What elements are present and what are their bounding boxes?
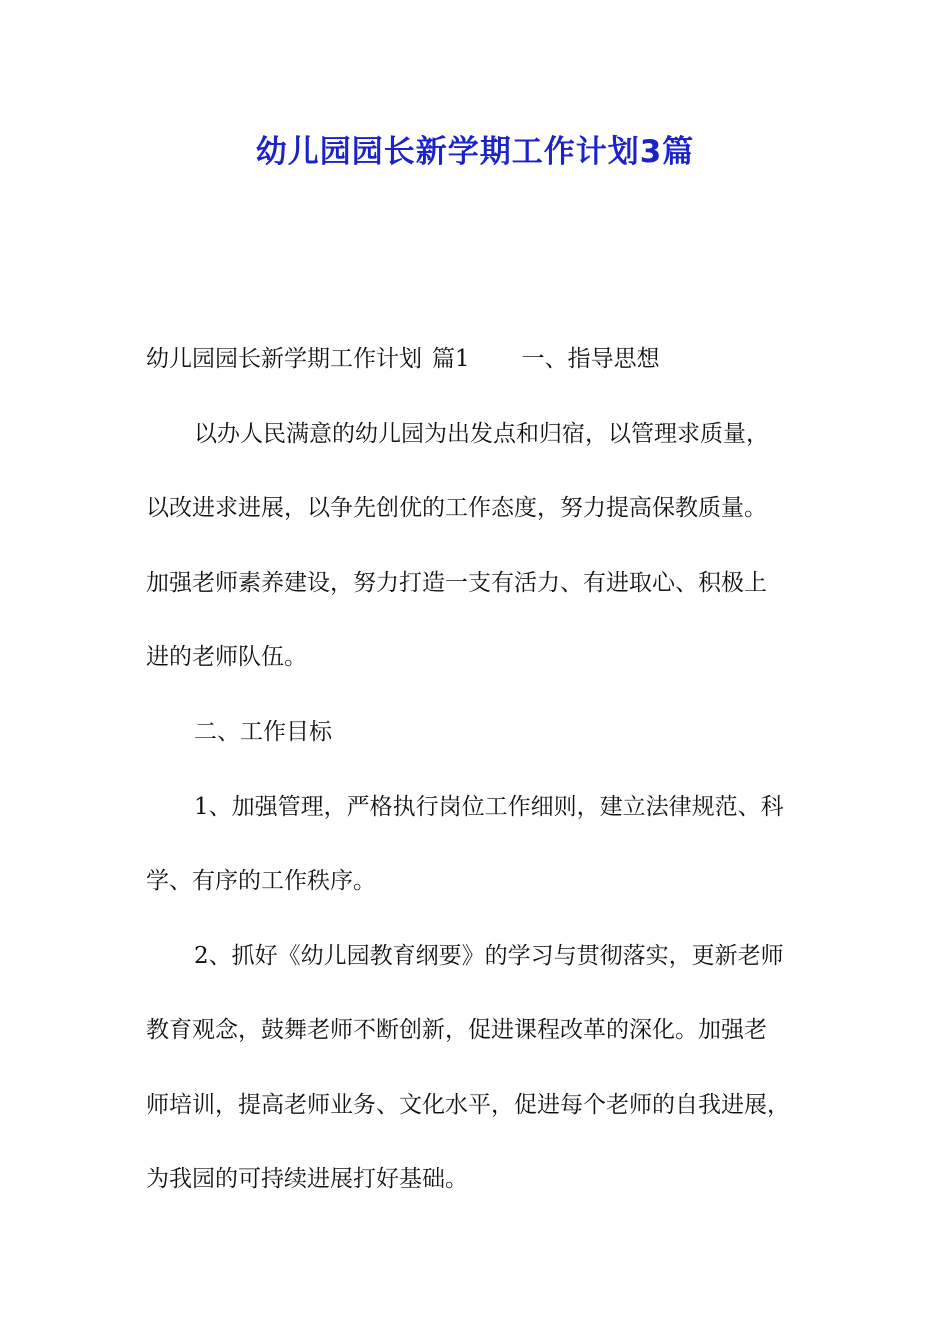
- paragraph-line: 以办人民满意的幼儿园为出发点和归宿，以管理求质量，: [194, 421, 769, 447]
- paragraph-line: 以改进求进展，以争先创优的工作态度，努力提高保教质量。: [146, 495, 767, 521]
- paragraph-line: 为我园的可持续进展打好基础。: [146, 1166, 468, 1192]
- part-number: 篇1: [432, 346, 470, 372]
- part-title: 幼儿园园长新学期工作计划: [146, 346, 422, 372]
- section-heading-2: 二、工作目标: [194, 719, 332, 745]
- paragraph-line: 进的老师队伍。: [146, 644, 307, 670]
- paragraph-line: 师培训，提高老师业务、文化水平，促进每个老师的自我进展，: [146, 1092, 790, 1118]
- paragraph-line: 加强老师素养建设，努力打造一支有活力、有进取心、积极上: [146, 570, 767, 596]
- paragraph-line: 2、抓好《幼儿园教育纲要》的学习与贯彻落实，更新老师: [194, 943, 784, 969]
- header-line: [146, 341, 660, 379]
- paragraph-line: 1、加强管理，严格执行岗位工作细则，建立法律规范、科: [194, 794, 784, 820]
- paragraph-line: 教育观念，鼓舞老师不断创新，促进课程改革的深化。加强老: [146, 1017, 767, 1043]
- paragraph-line: 学、有序的工作秩序。: [146, 868, 376, 894]
- section-heading: 一、指导思想: [521, 346, 660, 372]
- document-title: 幼儿园园长新学期工作计划3篇: [255, 134, 695, 170]
